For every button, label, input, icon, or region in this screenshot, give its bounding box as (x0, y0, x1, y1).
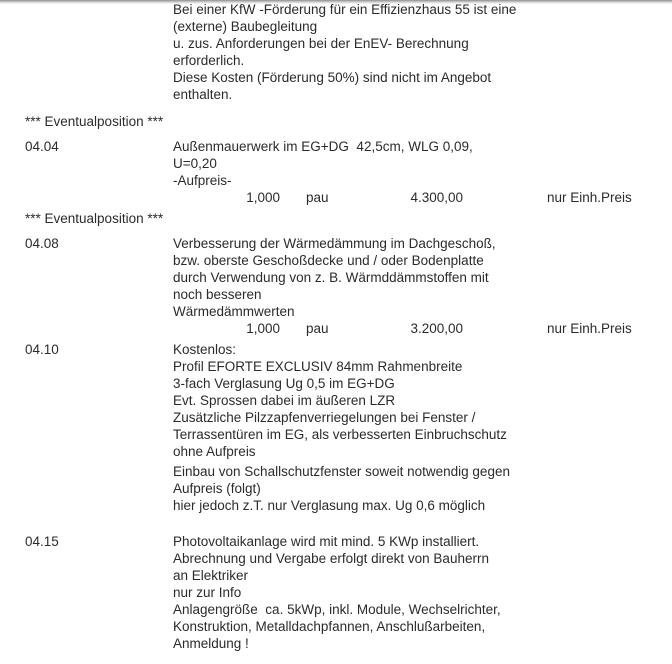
description-line: Zusätzliche Pilzzapfenverriegelungen bei Fenster / (173, 410, 476, 425)
description-line: Konstruktion, Metalldachpfannen, Anschlußarbeiten, (173, 619, 486, 634)
description-line: Kostenlos: (173, 342, 237, 357)
description-line: Evt. Sprossen dabei im äußeren LZR (173, 393, 396, 408)
description-line: -Aufpreis- (173, 173, 232, 188)
intro-line: Bei einer KfW -Förderung für ein Effizienzhaus 55 ist eine (173, 2, 517, 17)
qty-price: 4.300,00 (410, 190, 463, 205)
description-line: Wärmedämmwerten (173, 304, 295, 319)
description-line: noch besseren (173, 287, 262, 302)
qty-note: nur Einh.Preis (547, 321, 632, 336)
position-number-04-15: 04.15 (25, 534, 59, 549)
description-line: Anlagengröße ca. 5kWp, inkl. Module, Wechselrichter, (173, 602, 501, 617)
intro-line: (externe) Baubegleitung (173, 19, 318, 34)
qty-price: 3.200,00 (410, 321, 463, 336)
description-line: bzw. oberste Geschoßdecke und / oder Bodenplatte (173, 253, 484, 268)
position-description-04-10 (173, 341, 507, 460)
intro-paragraph (173, 1, 516, 103)
position-description-04-15 (173, 533, 501, 652)
description-line: durch Verwendung von z. B. Wärmddämmstoffen mit (173, 270, 489, 285)
position-number-04-08: 04.08 (25, 236, 59, 251)
quantity-row-04-08 (0, 320, 672, 337)
description-line: ohne Aufpreis (173, 444, 256, 459)
intro-line: enthalten. (173, 87, 233, 102)
qty-value: 1,000 (246, 321, 280, 336)
qty-unit: pau (306, 190, 329, 205)
qty-value: 1,000 (246, 190, 280, 205)
description-line: U=0,20 (173, 156, 217, 171)
position-description-04-10-continued (173, 463, 510, 514)
description-line: 3-fach Verglasung Ug 0,5 im EG+DG (173, 376, 395, 391)
intro-line: erforderlich. (173, 53, 245, 68)
description-line: Profil EFORTE EXCLUSIV 84mm Rahmenbreite (173, 359, 463, 374)
intro-line: Diese Kosten (Förderung 50%) sind nicht im Angebot (173, 70, 492, 85)
eventual-marker-1: *** Eventualposition *** (25, 114, 164, 129)
qty-unit: pau (306, 321, 329, 336)
description-line: Einbau von Schallschutzfenster soweit notwendig gegen (173, 464, 510, 479)
description-line: hier jedoch z.T. nur Verglasung max. Ug 0,6 möglich (173, 498, 486, 513)
description-line: Abrechnung und Vergabe erfolgt direkt von Bauherrn (173, 551, 489, 566)
position-number-04-04: 04.04 (25, 139, 59, 154)
position-description-04-08 (173, 235, 496, 320)
description-line: nur zur Info (173, 585, 242, 600)
description-line: Verbesserung der Wärmedämmung im Dachgeschoß, (173, 236, 496, 251)
position-number-04-10: 04.10 (25, 342, 59, 357)
description-line: Aufpreis (folgt) (173, 481, 261, 496)
description-line: an Elektriker (173, 568, 249, 583)
qty-note: nur Einh.Preis (547, 190, 632, 205)
description-line: Terrassentüren im EG, als verbesserten Einbruchschutz (173, 427, 507, 442)
intro-line: u. zus. Anforderungen bei der EnEV- Berechnung (173, 36, 469, 51)
eventual-marker-2: *** Eventualposition *** (25, 211, 164, 226)
description-line: Außenmauerwerk im EG+DG 42,5cm, WLG 0,09, (173, 139, 473, 154)
quantity-row-04-04 (0, 189, 672, 206)
description-line: Photovoltaikanlage wird mit mind. 5 KWp installiert. (173, 534, 480, 549)
description-line: Anmeldung ! (173, 636, 249, 651)
position-description-04-04 (173, 138, 473, 189)
